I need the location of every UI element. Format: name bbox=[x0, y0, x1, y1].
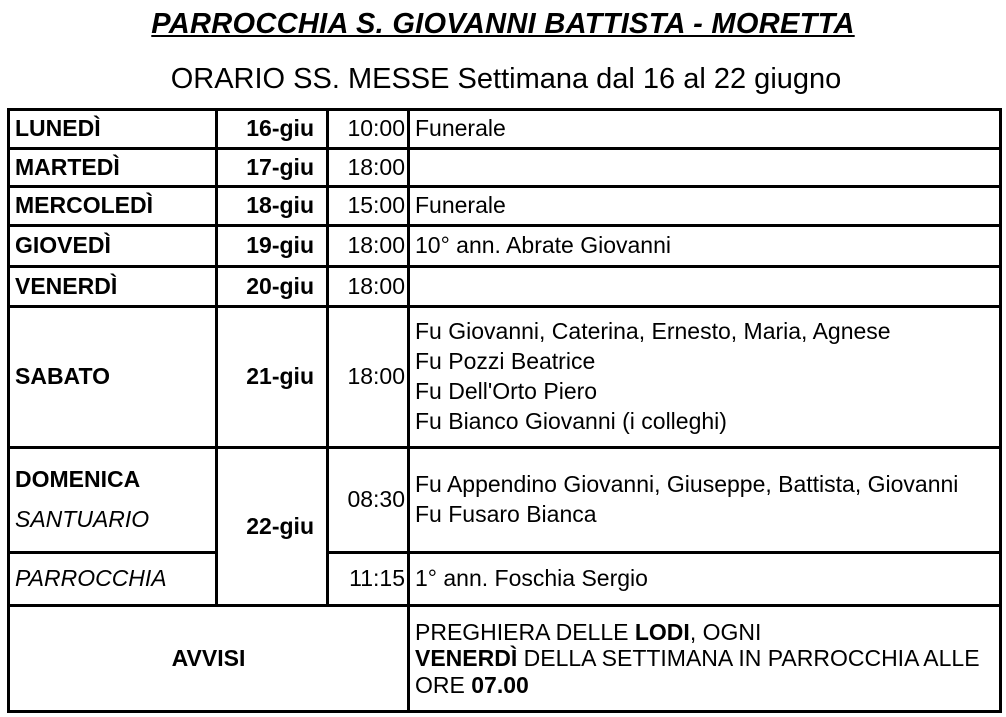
schedule-row-domenica-parrocchia bbox=[9, 553, 1001, 606]
schedule-row bbox=[9, 266, 1001, 307]
time-cell: 10:00 bbox=[328, 110, 409, 149]
intentions-cell bbox=[409, 187, 1001, 226]
date-cell: 16-giu bbox=[217, 110, 328, 149]
avvisi-part: , OGNI bbox=[689, 618, 762, 645]
avvisi-label: AVVISI bbox=[9, 606, 409, 712]
page-subtitle: ORARIO SS. MESSE Settimana dal 16 al 22 giugno bbox=[170, 63, 842, 95]
intention-line: Fu Bianco Giovanni (i colleghi) bbox=[415, 407, 727, 434]
date-cell: 20-giu bbox=[217, 266, 328, 307]
schedule-row-domenica-santuario bbox=[9, 447, 1001, 553]
avvisi-text bbox=[409, 606, 1001, 712]
mass-schedule-table bbox=[7, 108, 1002, 713]
avvisi-bold: VENERDÌ bbox=[415, 645, 518, 672]
day-cell: LUNEDÌ bbox=[9, 110, 217, 149]
intention-line: Funerale bbox=[415, 114, 506, 141]
intentions-cell bbox=[409, 225, 1001, 266]
schedule-row bbox=[9, 225, 1001, 266]
time-cell: 18:00 bbox=[328, 266, 409, 307]
avvisi-part: PREGHIERA DELLE bbox=[415, 618, 635, 645]
intentions-cell bbox=[409, 266, 1001, 307]
day-label: DOMENICA bbox=[15, 466, 141, 493]
time-cell: 18:00 bbox=[328, 148, 409, 187]
intention-line: Fu Fusaro Bianca bbox=[415, 500, 597, 527]
intention-line: Fu Dell'Orto Piero bbox=[415, 377, 598, 404]
day-cell bbox=[9, 447, 217, 553]
day-cell: MERCOLEDÌ bbox=[9, 187, 217, 226]
place-cell: PARROCCHIA bbox=[9, 553, 217, 606]
intention-line: Funerale bbox=[415, 192, 506, 219]
day-cell: VENERDÌ bbox=[9, 266, 217, 307]
intentions-cell bbox=[409, 553, 1001, 606]
intention-line: 1° ann. Foschia Sergio bbox=[415, 565, 648, 592]
date-cell: 19-giu bbox=[217, 225, 328, 266]
avvisi-bold: 07.00 bbox=[471, 671, 529, 698]
schedule-row bbox=[9, 187, 1001, 226]
schedule-row bbox=[9, 148, 1001, 187]
intention-line: 10° ann. Abrate Giovanni bbox=[415, 231, 671, 258]
intention-line: Fu Pozzi Beatrice bbox=[415, 348, 596, 375]
avvisi-row bbox=[9, 606, 1001, 712]
page-title: PARROCCHIA S. GIOVANNI BATTISTA - MORETTA bbox=[151, 8, 855, 40]
intentions-cell bbox=[409, 110, 1001, 149]
date-cell: 21-giu bbox=[217, 307, 328, 447]
time-cell: 11:15 bbox=[328, 553, 409, 606]
avvisi-bold: LODI bbox=[634, 618, 690, 645]
intentions-cell bbox=[409, 148, 1001, 187]
avvisi-part: DELLA SETTIMANA IN PARROCCHIA ALLE ORE bbox=[415, 645, 980, 698]
intention-line: Fu Appendino Giovanni, Giuseppe, Battista, Giovanni bbox=[415, 471, 959, 498]
place-label: SANTUARIO bbox=[15, 505, 150, 532]
time-cell: 18:00 bbox=[328, 307, 409, 447]
schedule-row bbox=[9, 110, 1001, 149]
schedule-row bbox=[9, 307, 1001, 447]
date-cell: 18-giu bbox=[217, 187, 328, 226]
time-cell: 08:30 bbox=[328, 447, 409, 553]
day-cell: MARTEDÌ bbox=[9, 148, 217, 187]
intentions-cell bbox=[409, 447, 1001, 553]
time-cell: 18:00 bbox=[328, 225, 409, 266]
time-cell: 15:00 bbox=[328, 187, 409, 226]
day-cell: GIOVEDÌ bbox=[9, 225, 217, 266]
date-cell: 22-giu bbox=[217, 447, 328, 606]
day-cell: SABATO bbox=[9, 307, 217, 447]
date-cell: 17-giu bbox=[217, 148, 328, 187]
intention-line: Fu Giovanni, Caterina, Ernesto, Maria, Agnese bbox=[415, 318, 891, 345]
intentions-cell bbox=[409, 307, 1001, 447]
